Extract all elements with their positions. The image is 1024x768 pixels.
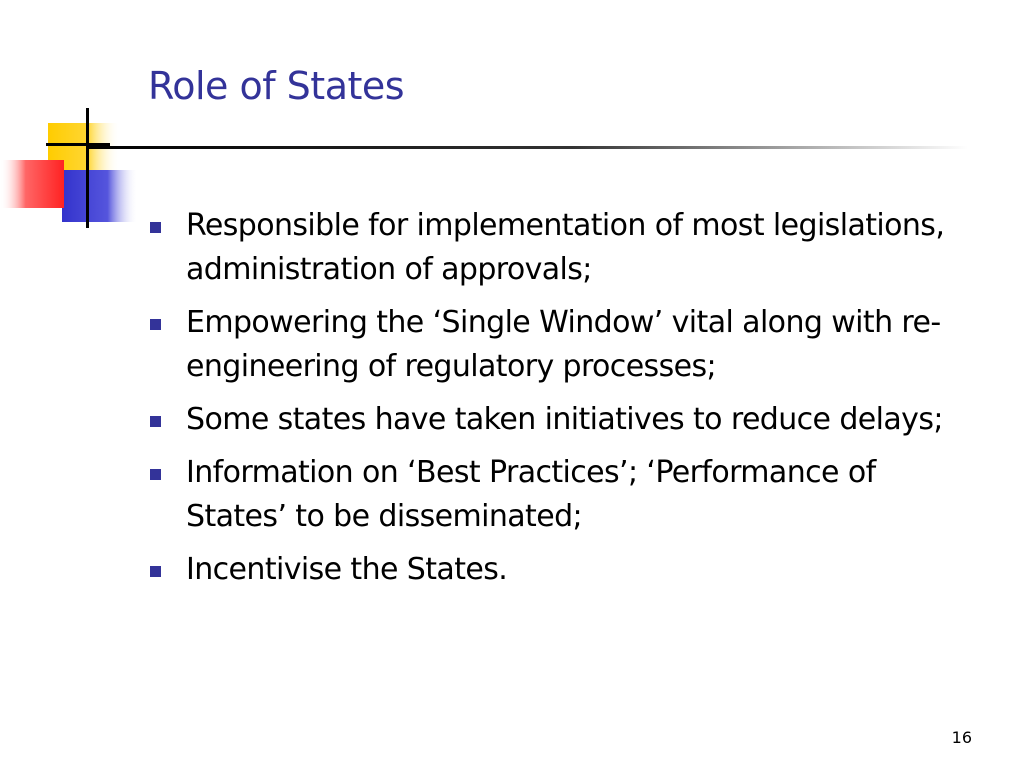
square-bullet-icon bbox=[150, 222, 161, 233]
page-number: 16 bbox=[951, 728, 972, 747]
bullet-item bbox=[150, 301, 980, 389]
square-bullet-icon bbox=[150, 566, 161, 577]
slide-title: Role of States bbox=[148, 64, 405, 108]
square-bullet-icon bbox=[150, 469, 161, 480]
square-bullet-icon bbox=[150, 416, 161, 427]
title-underline bbox=[88, 146, 968, 149]
bullet-item bbox=[150, 204, 980, 292]
bullet-text: Some states have taken initiatives to reduce delays; bbox=[186, 402, 943, 437]
bullet-item bbox=[150, 451, 980, 539]
deco-yellow-square bbox=[48, 123, 120, 171]
square-bullet-icon bbox=[150, 319, 161, 330]
deco-horizontal-line bbox=[46, 143, 110, 146]
bullet-text: Responsible for implementation of most legislations, administration of approvals; bbox=[186, 208, 945, 287]
bullet-list bbox=[150, 204, 980, 601]
bullet-item bbox=[150, 548, 980, 592]
deco-vertical-line bbox=[86, 108, 89, 228]
bullet-text: Incentivise the States. bbox=[186, 552, 508, 587]
deco-red-square bbox=[0, 160, 64, 208]
deco-blue-square bbox=[62, 170, 138, 222]
bullet-text: Empowering the ‘Single Window’ vital along with re-engineering of regulatory processes; bbox=[186, 305, 941, 384]
bullet-item bbox=[150, 398, 980, 442]
bullet-text: Information on ‘Best Practices’; ‘Performance of States’ to be disseminated; bbox=[186, 455, 876, 534]
